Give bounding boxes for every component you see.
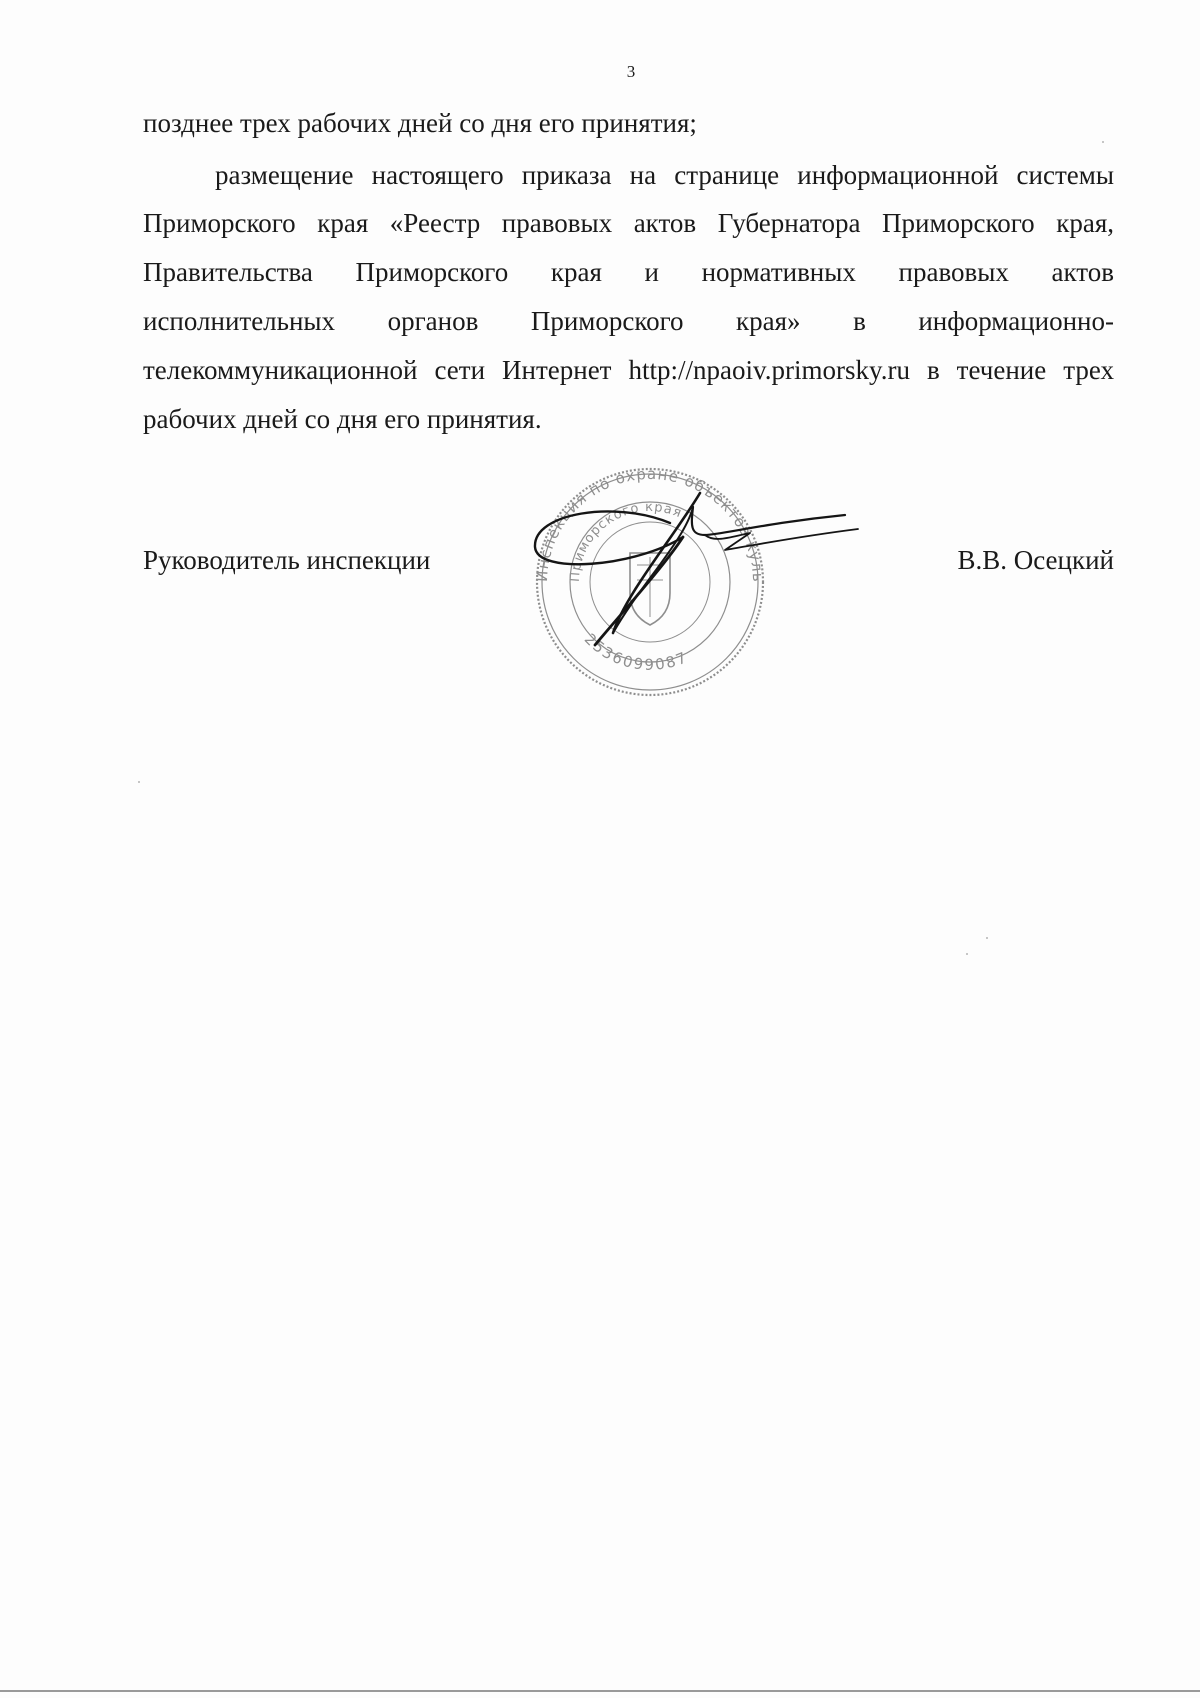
paragraph-line: Приморского края «Реестр правовых актов Губернатора Приморского края, (143, 208, 1114, 238)
stamp-outer-text: Инспекция по охране объектов куль (532, 465, 768, 584)
page-bottom-edge (0, 1690, 1200, 1692)
official-stamp-icon (525, 465, 870, 700)
stamp-inner-text: Приморского края (567, 499, 685, 583)
page-number: 3 (626, 62, 636, 81)
paragraph-line: исполнительных органов Приморского края» в информационно- (143, 306, 1114, 336)
signatory-name: В.В. Осецкий (957, 545, 1114, 575)
paragraph-line: рабочих дней со дня его принятия. (143, 404, 542, 434)
paragraph-line: размещение настоящего приказа на странице информационной системы (215, 160, 1114, 190)
paragraph-line: Правительства Приморского края и нормативных правовых актов (143, 257, 1114, 287)
stamp-number: 2536099087 (580, 629, 691, 674)
scan-speck (1102, 141, 1104, 143)
scan-speck (986, 937, 988, 939)
paragraph-tail-line: позднее трех рабочих дней со дня его принятия; (143, 108, 697, 138)
paragraph-line: телекоммуникационной сети Интернет http://npaoiv.primorsky.ru в течение трех (143, 355, 1114, 385)
signatory-title: Руководитель инспекции (143, 545, 431, 575)
stamp-and-signature (525, 465, 870, 700)
scan-speck (138, 781, 140, 783)
scan-speck (966, 953, 968, 955)
